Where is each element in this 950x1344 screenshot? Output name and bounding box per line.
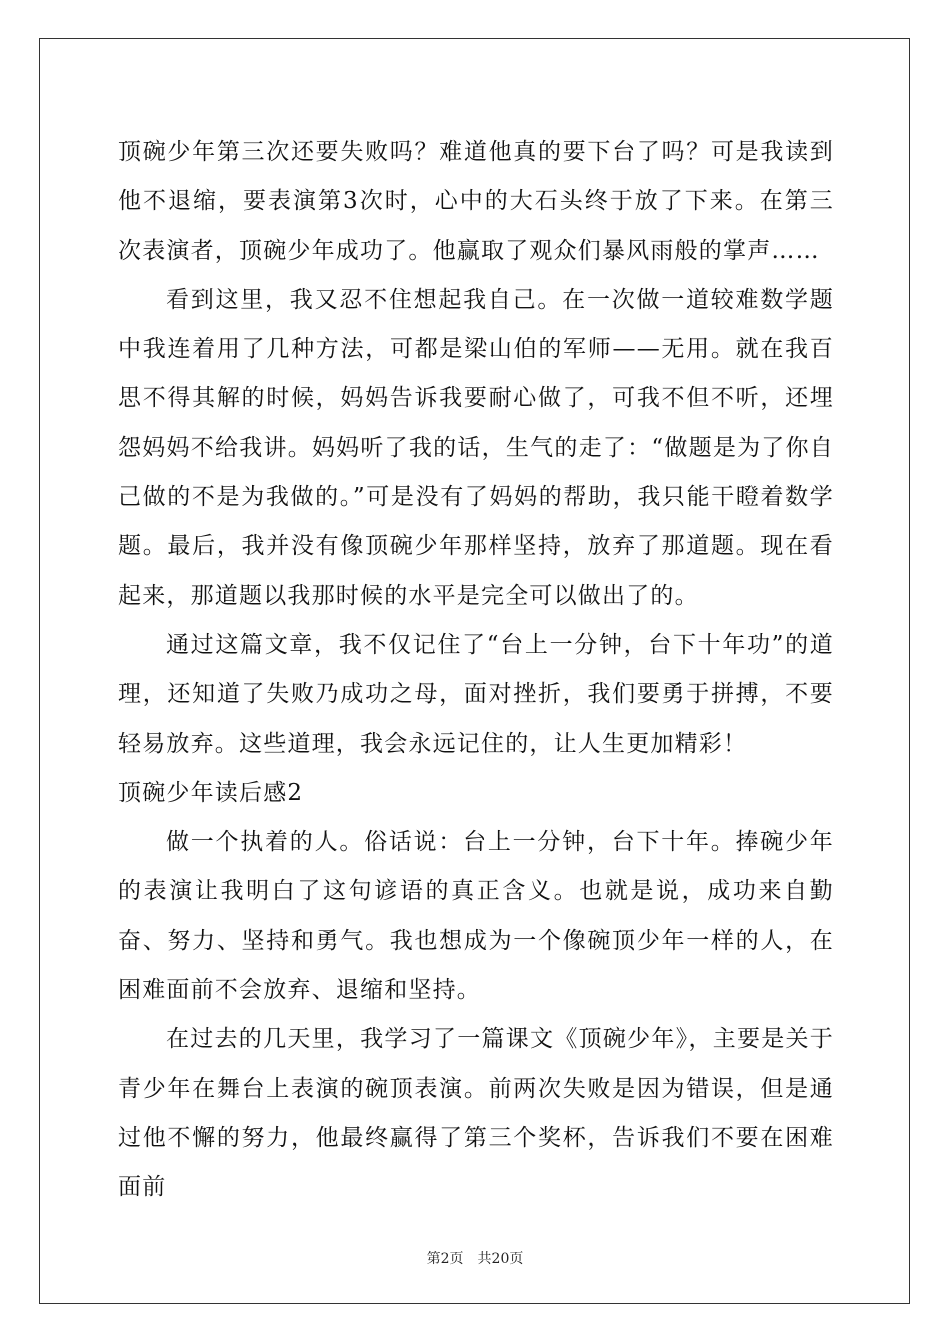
paragraph-4: 做一个执着的人。俗话说：台上一分钟，台下十年。捧碗少年的表演让我明白了这句谚语的真正含义。也就是说，成功来自勤奋、努力、坚持和勇气。我也想成为一个像碗顶少年一样的人，在困难面前不会放弃、退缩和坚持。 <box>118 829 834 1004</box>
paragraph-1: 顶碗少年第三次还要失败吗？难道他真的要下台了吗？可是我读到他不退缩，要表演第3次时，心中的大石头终于放了下来。在第三次表演者，顶碗少年成功了。他赢取了观众们暴风雨般的掌声…… <box>118 139 834 264</box>
section-title: 顶碗少年读后感2 <box>118 779 304 806</box>
paragraph-2: 看到这里，我又忍不住想起我自己。在一次做一道较难数学题中我连着用了几种方法，可都是梁山伯的军师——无用。就在我百思不得其解的时候，妈妈告诉我要耐心做了，可我不但不听，还埋怨妈妈不给我讲。妈妈听了我的话，生气的走了：“做题是为了你自己做的不是为我做的。”可是没有了妈妈的帮助，我只能干瞪着数学题。最后，我并没有像顶碗少年那样坚持，放弃了那道题。现在看起来，那道题以我那时候的水平是完全可以做出了的。 <box>118 286 834 609</box>
page-footer <box>0 1248 950 1268</box>
paragraph-5: 在过去的几天里，我学习了一篇课文《顶碗少年》，主要是关于青少年在舞台上表演的碗顶表演。前两次失败是因为错误，但是通过他不懈的努力，他最终赢得了第三个奖杯，告诉我们不要在困难面前 <box>118 1026 834 1201</box>
document-body <box>118 128 834 1213</box>
page-total: 共20页 <box>477 1251 524 1267</box>
paragraph-3: 通过这篇文章，我不仅记住了“台上一分钟，台下十年功”的道理，还知道了失败乃成功之母，面对挫折，我们要勇于拼搏，不要轻易放弃。这些道理，我会永远记住的，让人生更加精彩！ <box>118 631 834 757</box>
page-number: 第2页 <box>426 1251 464 1267</box>
